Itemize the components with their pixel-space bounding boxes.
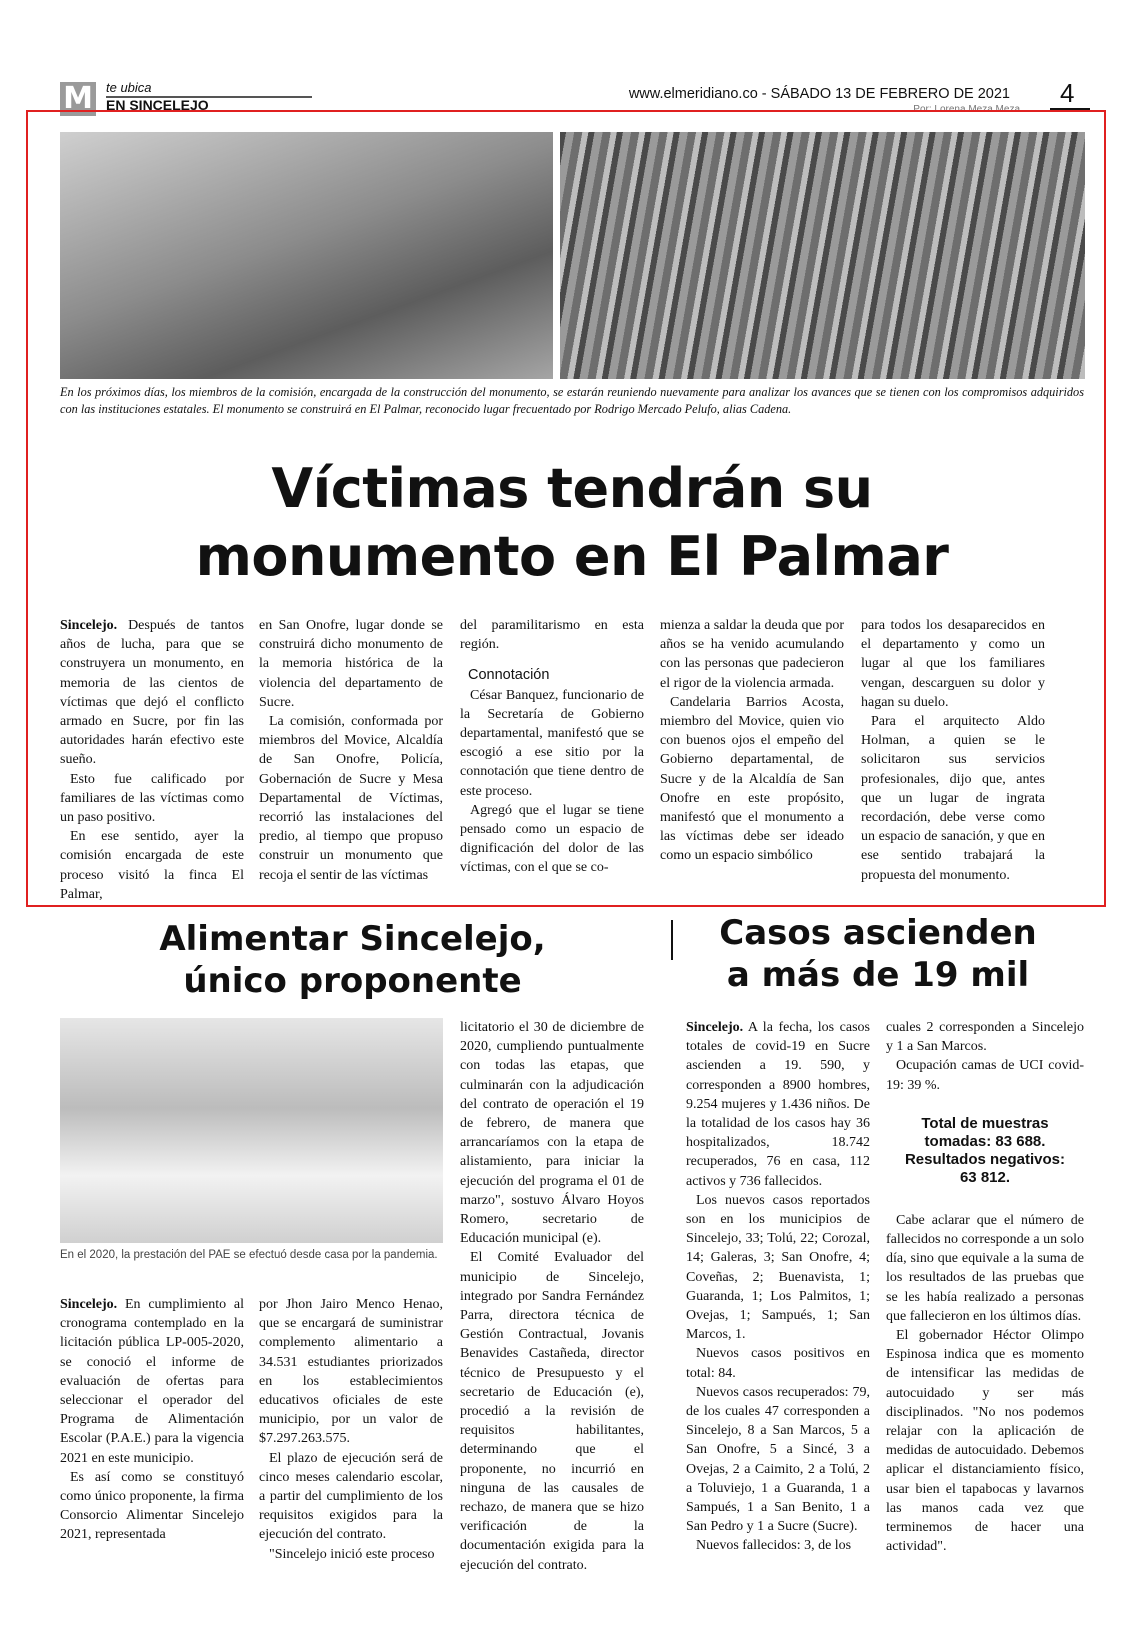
paragraph: Nuevos fallecidos: 3, de los	[696, 1538, 852, 1554]
paragraph: Nuevos casos recuperados: 79, de los cuales 47 corresponden a Sincelejo, 8 a San Marcos, 5 a San Onofre, 5 a Sincé, 3 a Ovejas, 2 a Caimito, 2 a Tolú, 2 a Toluviejo, 1 a Guaranda, 1 a Sampués, 1 a San Benito, 1 a San Pedro y 1 a Sucre (Sucre).	[686, 1384, 870, 1535]
story3-headline-line2: a más de 19 mil	[726, 955, 1030, 995]
story3-column-1	[686, 1018, 870, 1556]
story3-headline-line1: Casos ascienden	[719, 913, 1037, 953]
paragraph: para todos los desaparecidos en el departamento y como un lugar al que los familiares vengan, descarguen su dolor y hagan su duelo.	[861, 618, 1045, 710]
top-story-column-3	[460, 616, 644, 878]
paragraph: en San Onofre, lugar donde se construirá dicho monumento de la memoria histórica de la violencia del departamento de Sucre.	[259, 618, 443, 710]
paragraph: Los nuevos casos reportados son en los municipios de Sincelejo, 33; Tolú, 22; Corozal, 14; Galeras, 3; San Onofre, 4; Coveñas, 2; Buenavista, 1; Guaranda, 1; Los Palmitos, 1; Ovejas, 1; Sampués, 1; San Marcos, 1.	[686, 1192, 870, 1343]
paragraph: Ocupación camas de UCI covid-19: 39 %.	[886, 1058, 1084, 1093]
paragraph: cuales 2 corresponden a Sincelejo y 1 a San Marcos.	[886, 1020, 1084, 1055]
paragraph: Es así como se constituyó como único proponente, la firma Consorcio Alimentar Sincelejo 2021, representada	[60, 1469, 244, 1543]
main-headline-line2: monumento en El Palmar	[195, 525, 949, 588]
top-story-column-5	[861, 616, 1045, 885]
paragraph: Nuevos casos positivos en total: 84.	[686, 1346, 870, 1381]
paragraph: Para el arquitecto Aldo Holman, a quien se le solicitaron sus servicios profesionales, dijo que, antes que un lugar de ingrata recordación, debe verse como un espacio de sanación, y que en ese sentido trabajará la propuesta del monumento.	[861, 714, 1045, 883]
story2-headline-line2: único proponente	[183, 961, 522, 1001]
top-story-column-1	[60, 616, 244, 904]
main-headline-line1: Víctimas tendrán su	[271, 457, 873, 520]
section-tag: te ubica	[106, 80, 152, 95]
commission-group-photo	[60, 132, 553, 379]
subheading: Connotación	[468, 667, 550, 684]
top-story-column-2	[259, 616, 443, 885]
paragraph: "Sincelejo inició este proceso	[269, 1546, 435, 1562]
newspaper-logo: M	[60, 82, 96, 116]
top-story-column-4	[660, 616, 844, 866]
paragraph: mienza a saldar la deuda que por años se ha venido acumulando con las personas que padecieron el rigor de la violencia armada.	[660, 618, 844, 691]
paragraph: Después de tantos años de lucha, para que se construyera un monumento, en memoria de las cientos de víctimas que dejó el conflicto armado en Sucre, por fin las autoridades harán efectivo este sueño.	[60, 618, 244, 768]
story2-headline-line1: Alimentar Sincelejo,	[159, 919, 546, 959]
pae-food-bags-photo	[60, 1018, 443, 1243]
dateline: www.elmeridiano.co - SÁBADO 13 DE FEBRERO DE 2021	[628, 86, 1010, 102]
main-headline	[30, 455, 1114, 591]
top-photo-caption: En los próximos días, los miembros de la comisión, encargada de la construcción del monumento, se estarán reuniendo nuevamente para analizar los avances que se tienen con los compromisos adquiridos con las instituciones estatales. El monumento se construirá en El Palmar, reconocido lugar frecuentado por Rodrigo Mercado Pelufo, alias Cadena.	[60, 385, 1084, 416]
paragraph: En cumplimiento al cronograma contemplado en la licitación pública LP-005-2020, se conoció el informe de evaluación de ofertas para seleccionar el operador del Programa de Alimentación Escolar (P.A.E.) para la vigencia 2021 en este municipio.	[60, 1297, 244, 1466]
paragraph: César Banquez, funcionario de la Secretaría de Gobierno departamental, manifestó que se escogió a ese sitio por la connotación que tiene dentro de este proceso.	[460, 687, 644, 799]
paragraph: Candelaria Barrios Acosta, miembro del Movice, quien vio con buenos ojos el empeño del Gobierno departamental, de Sucre y de la Alcaldía de San Onofre en este propósito, manifestó que el monumento a las víctimas debe ser ideado como un espacio simbólico	[660, 694, 844, 864]
story2-photo-caption: En el 2020, la prestación del PAE se efectuó desde casa por la pandemia.	[60, 1249, 438, 1261]
paragraph: En ese sentido, ayer la comisión encargada de este proceso visitó la finca El Palmar,	[60, 829, 244, 902]
dateline-lead: Sincelejo.	[60, 1297, 118, 1312]
paragraph: Cabe aclarar que el número de fallecidos no corresponde a un solo día, sino que equivale a la suma de los resultados de las pruebas que se les había realizado a personas que fallecieron en los últimos días.	[886, 1212, 1084, 1324]
el-palmar-trees-photo	[560, 132, 1085, 379]
paragraph: El gobernador Héctor Olimpo Espinosa indica que es momento de intensificar las medidas de autocuidado y ser más disciplinados. "No nos podemos relajar con la aplicación de medidas de autocuidado. Debemos aplicar el distanciamiento físico, usar bien el tapabocas y lavarnos las manos cada vez que terminemos de hacer una actividad".	[886, 1328, 1084, 1555]
byline: Por: Lorena Meza Meza	[913, 104, 1020, 115]
story3-headline	[672, 912, 1084, 996]
story3-column-2	[886, 1018, 1084, 1556]
story2-column-1	[60, 1295, 244, 1545]
paragraph: A la fecha, los casos totales de covid-19 en Sucre ascienden a 19. 590, y corresponden a 8900 hombres, 9.254 mujeres y 1.436 niños. De la totalidad de los casos hay 36 hospitalizados, 18.742 recuperados, 76 en casa, 112 activos y 736 fallecidos.	[686, 1020, 870, 1189]
paragraph: licitatorio el 30 de diciembre de 2020, cumpliendo puntualmente con todas las etapas, que culminarán con la adjudicación del contrato de operación el 19 de febrero, de manera que arrancaríamos con la etapa de alistamiento, para iniciar la ejecución del programa el 01 de marzo", sostuvo Álvaro Hoyos Romero, secretario de Educación municipal (e).	[460, 1020, 644, 1247]
paragraph: El plazo de ejecución será de cinco meses calendario escolar, a partir del cumplimiento de los requisitos exigidos para la ejecución del contrato.	[259, 1450, 443, 1543]
paragraph: Esto fue calificado por familiares de las víctimas como un paso positivo.	[60, 771, 244, 826]
paragraph: por Jhon Jairo Menco Henao, que se encargará de suministrar complemento alimentario a 34.531 estudiantes priorizados en los establecimientos educativos oficiales de este municipio, por un valor de $7.297.263.575.	[259, 1297, 443, 1447]
story2-column-3	[460, 1018, 644, 1575]
page-number: 4	[1060, 78, 1075, 108]
samples-highlight: Total de muestras tomadas: 83 688. Resultados negativos: 63 812.	[904, 1114, 1066, 1186]
paragraph: del paramilitarismo en esta región.	[460, 618, 644, 653]
story2-headline	[60, 918, 645, 1002]
section-name: EN SINCELEJO	[106, 97, 209, 113]
dateline-lead: Sincelejo.	[60, 618, 118, 633]
paragraph: Agregó que el lugar se tiene pensado como un espacio de dignificación del dolor de las víctimas, con el que se co-	[460, 802, 644, 876]
dateline-lead: Sincelejo.	[686, 1020, 744, 1035]
paragraph: La comisión, conformada por miembros del Movice, Alcaldía de San Onofre, Policía, Gobernación de Sucre y Mesa Departamental de Víctimas, recorrió las instalaciones del predio, al tiempo que propuso construir un monumento que recoja el sentir de las víctimas	[259, 714, 443, 883]
paragraph: El Comité Evaluador del municipio de Sincelejo, integrado por Sandra Fernández Parra, directora técnica de Gestión Contractual, Jovanis Benavides Castañeda, director técnico de Presupuesto y el secretario de Educación (e), procedió a la revisión de requisitos habilitantes, determinando que el proponente, no incurrió en ninguna de las causales de rechazo, de manera que se hizo verificación de la documentación exigida para la ejecución del contrato.	[460, 1250, 644, 1573]
story2-column-2	[259, 1295, 443, 1564]
